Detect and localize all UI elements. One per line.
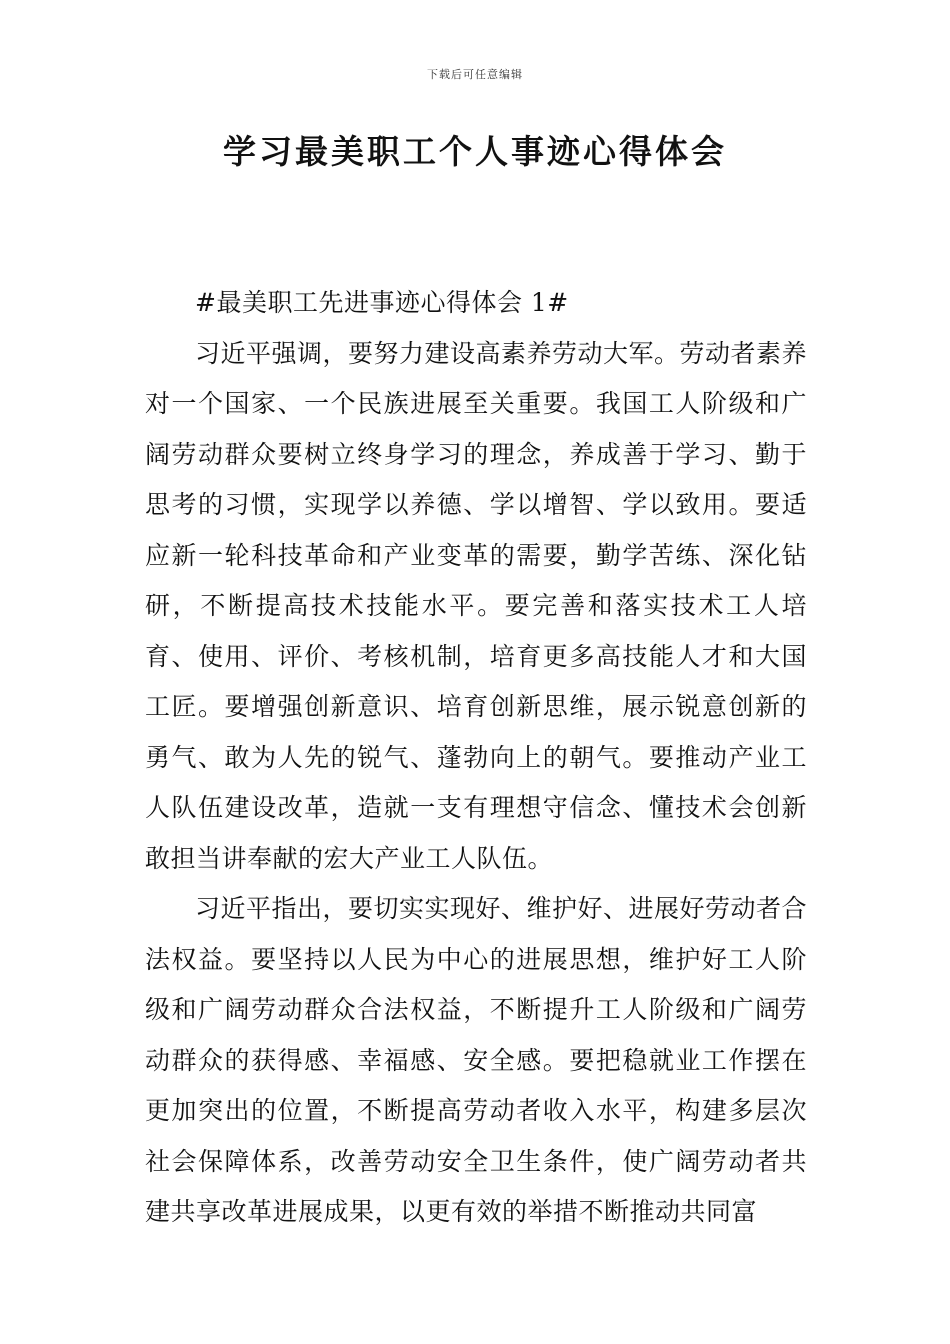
paragraph-1: 习近平强调，要努力建设高素养劳动大军。劳动者素养对一个国家、一个民族进展至关重要。我国工人阶级和广阔劳动群众要树立终身学习的理念，养成善于学习、勤于思考的习惯，实现学以养德、学以增智、学以致用。要适应新一轮科技革命和产业变革的需要，勤学苦练、深化钻研，不断提高技术技能水平。要完善和落实技术工人培育、使用、评价、考核机制，培育更多高技能人才和大国工匠。要增强创新意识、培育创新思维，展示锐意创新的勇气、敢为人先的锐气、蓬勃向上的朝气。要推动产业工人队伍建设改革，造就一支有理想守信念、懂技术会创新敢担当讲奉献的宏大产业工人队伍。 (145, 338, 808, 873)
document-body (145, 278, 807, 1238)
section-heading: #最美职工先进事迹心得体会 1# (195, 288, 569, 317)
header-note: 下载后可任意编辑 (427, 68, 523, 81)
paragraph-2: 习近平指出，要切实实现好、维护好、进展好劳动者合法权益。要坚持以人民为中心的进展思想，维护好工人阶级和广阔劳动群众合法权益，不断提升工人阶级和广阔劳动群众的获得感、幸福感、安全感。要把稳就业工作摆在更加突出的位置，不断提高劳动者收入水平，构建多层次社会保障体系，改善劳动安全卫生条件，使广阔劳动者共建共享改革进展成果，以更有效的举措不断推动共同富 (145, 894, 808, 1226)
document-title: 学习最美职工个人事迹心得体会 (223, 132, 727, 171)
